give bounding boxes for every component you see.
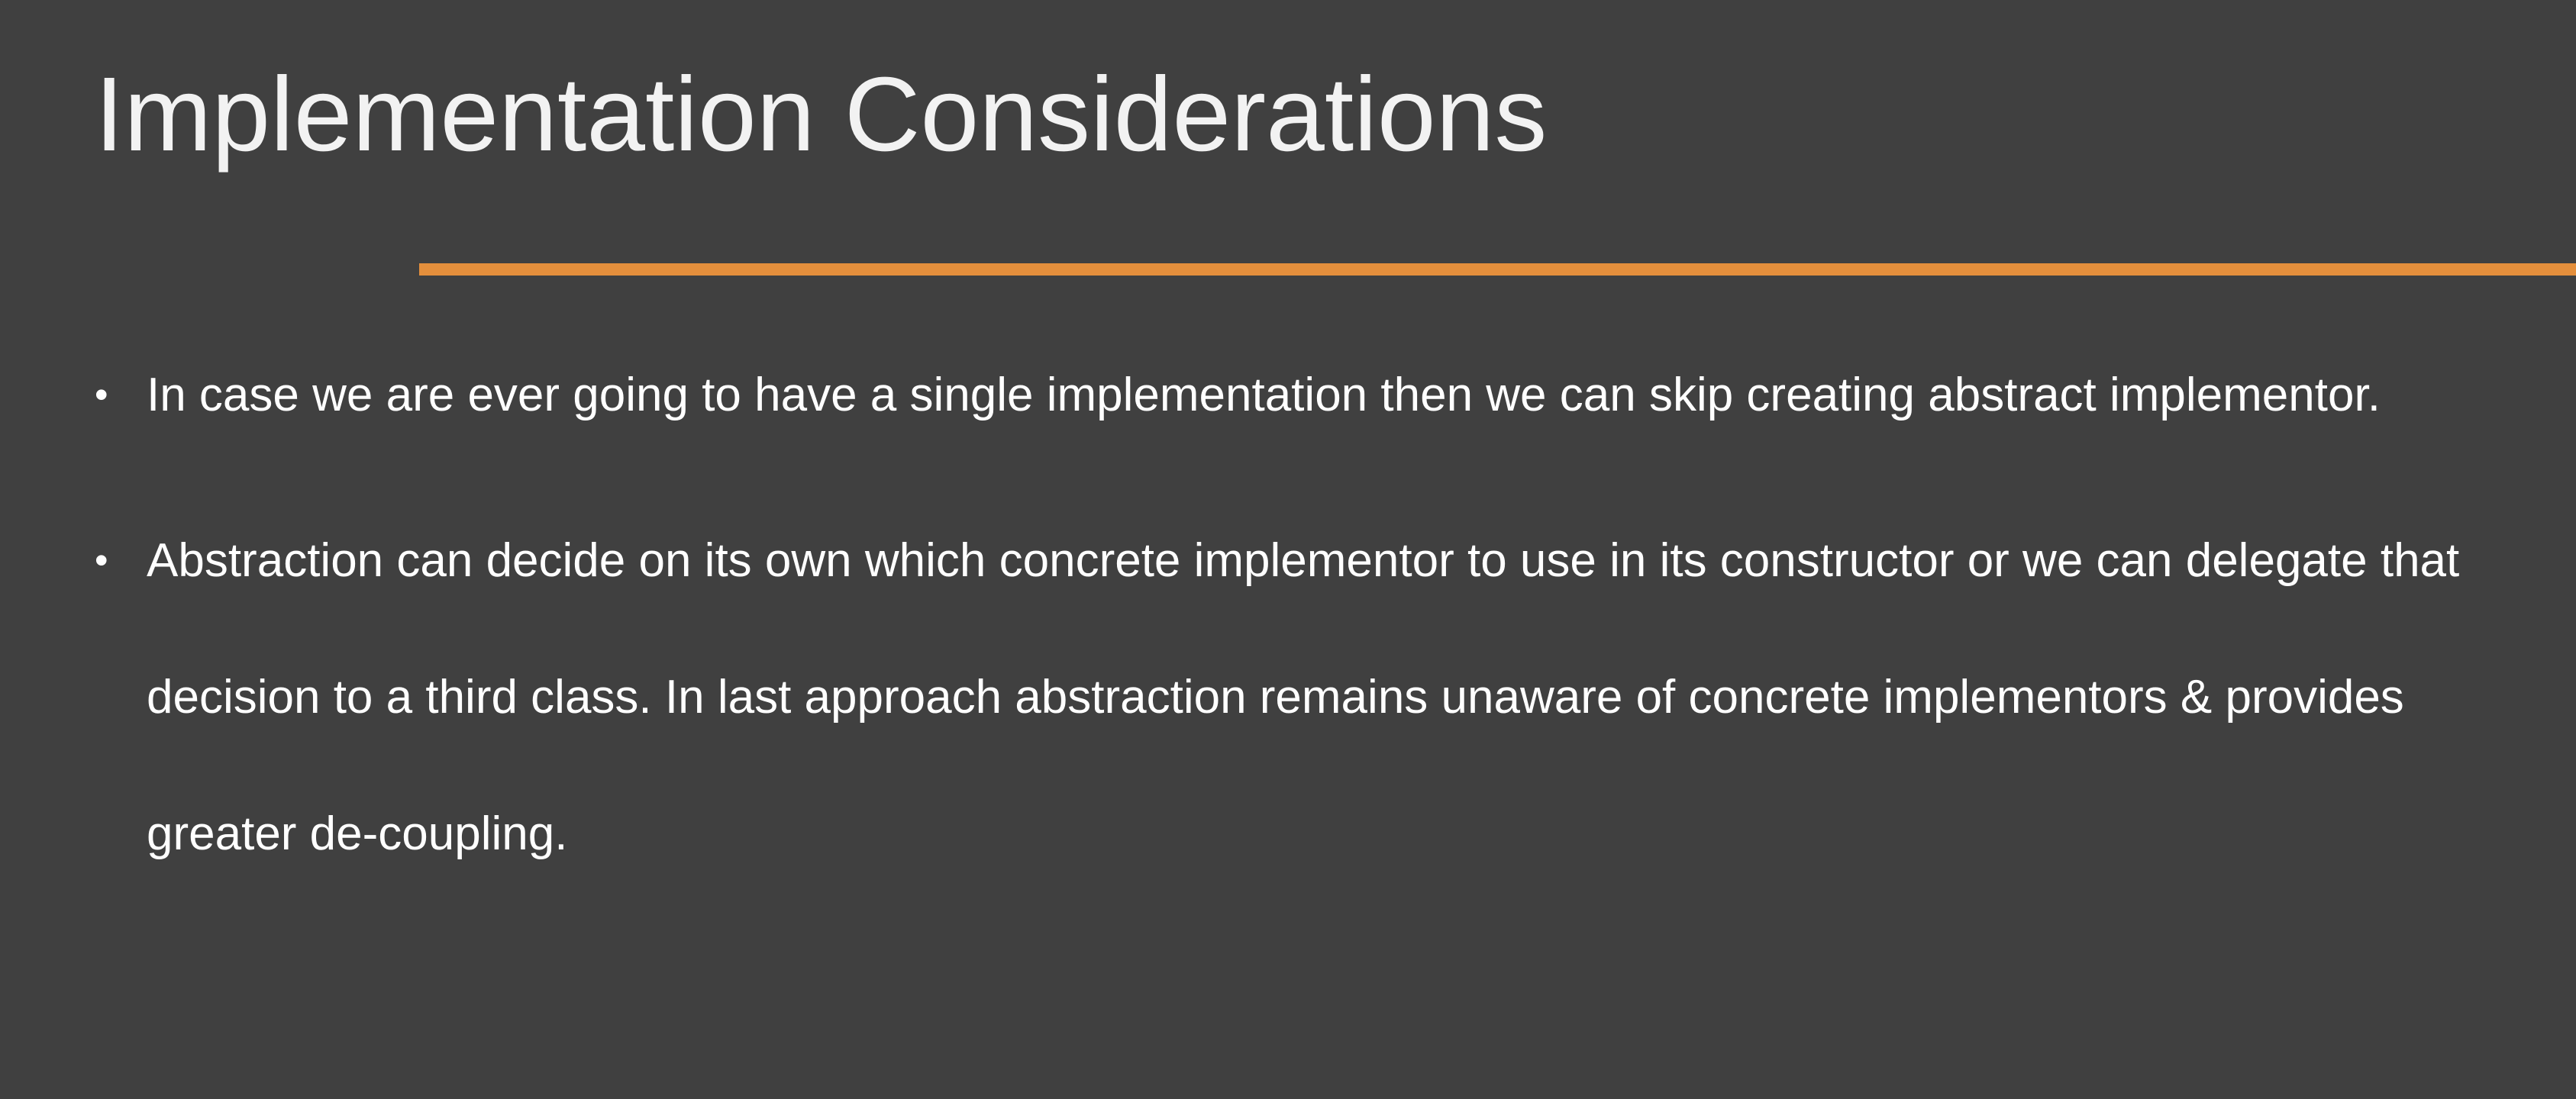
title-accent-rule <box>419 263 2576 276</box>
bullet-item <box>95 327 2477 463</box>
bullet-item <box>95 492 2477 902</box>
bullet-text: In case we are ever going to have a single implementation then we can skip creating abstract implementor. <box>147 369 2381 421</box>
bullet-text: Abstraction can decide on its own which concrete implementor to use in its constructor or we can delegate that decision to a third class. In last approach abstraction remains unaware of concrete implementors & provides greater de-coupling. <box>147 534 2460 860</box>
bullet-list <box>95 327 2477 931</box>
bullet-dot-icon: • <box>95 373 108 416</box>
bullet-dot-icon: • <box>95 539 108 582</box>
slide-title: Implementation Considerations <box>95 56 1548 173</box>
